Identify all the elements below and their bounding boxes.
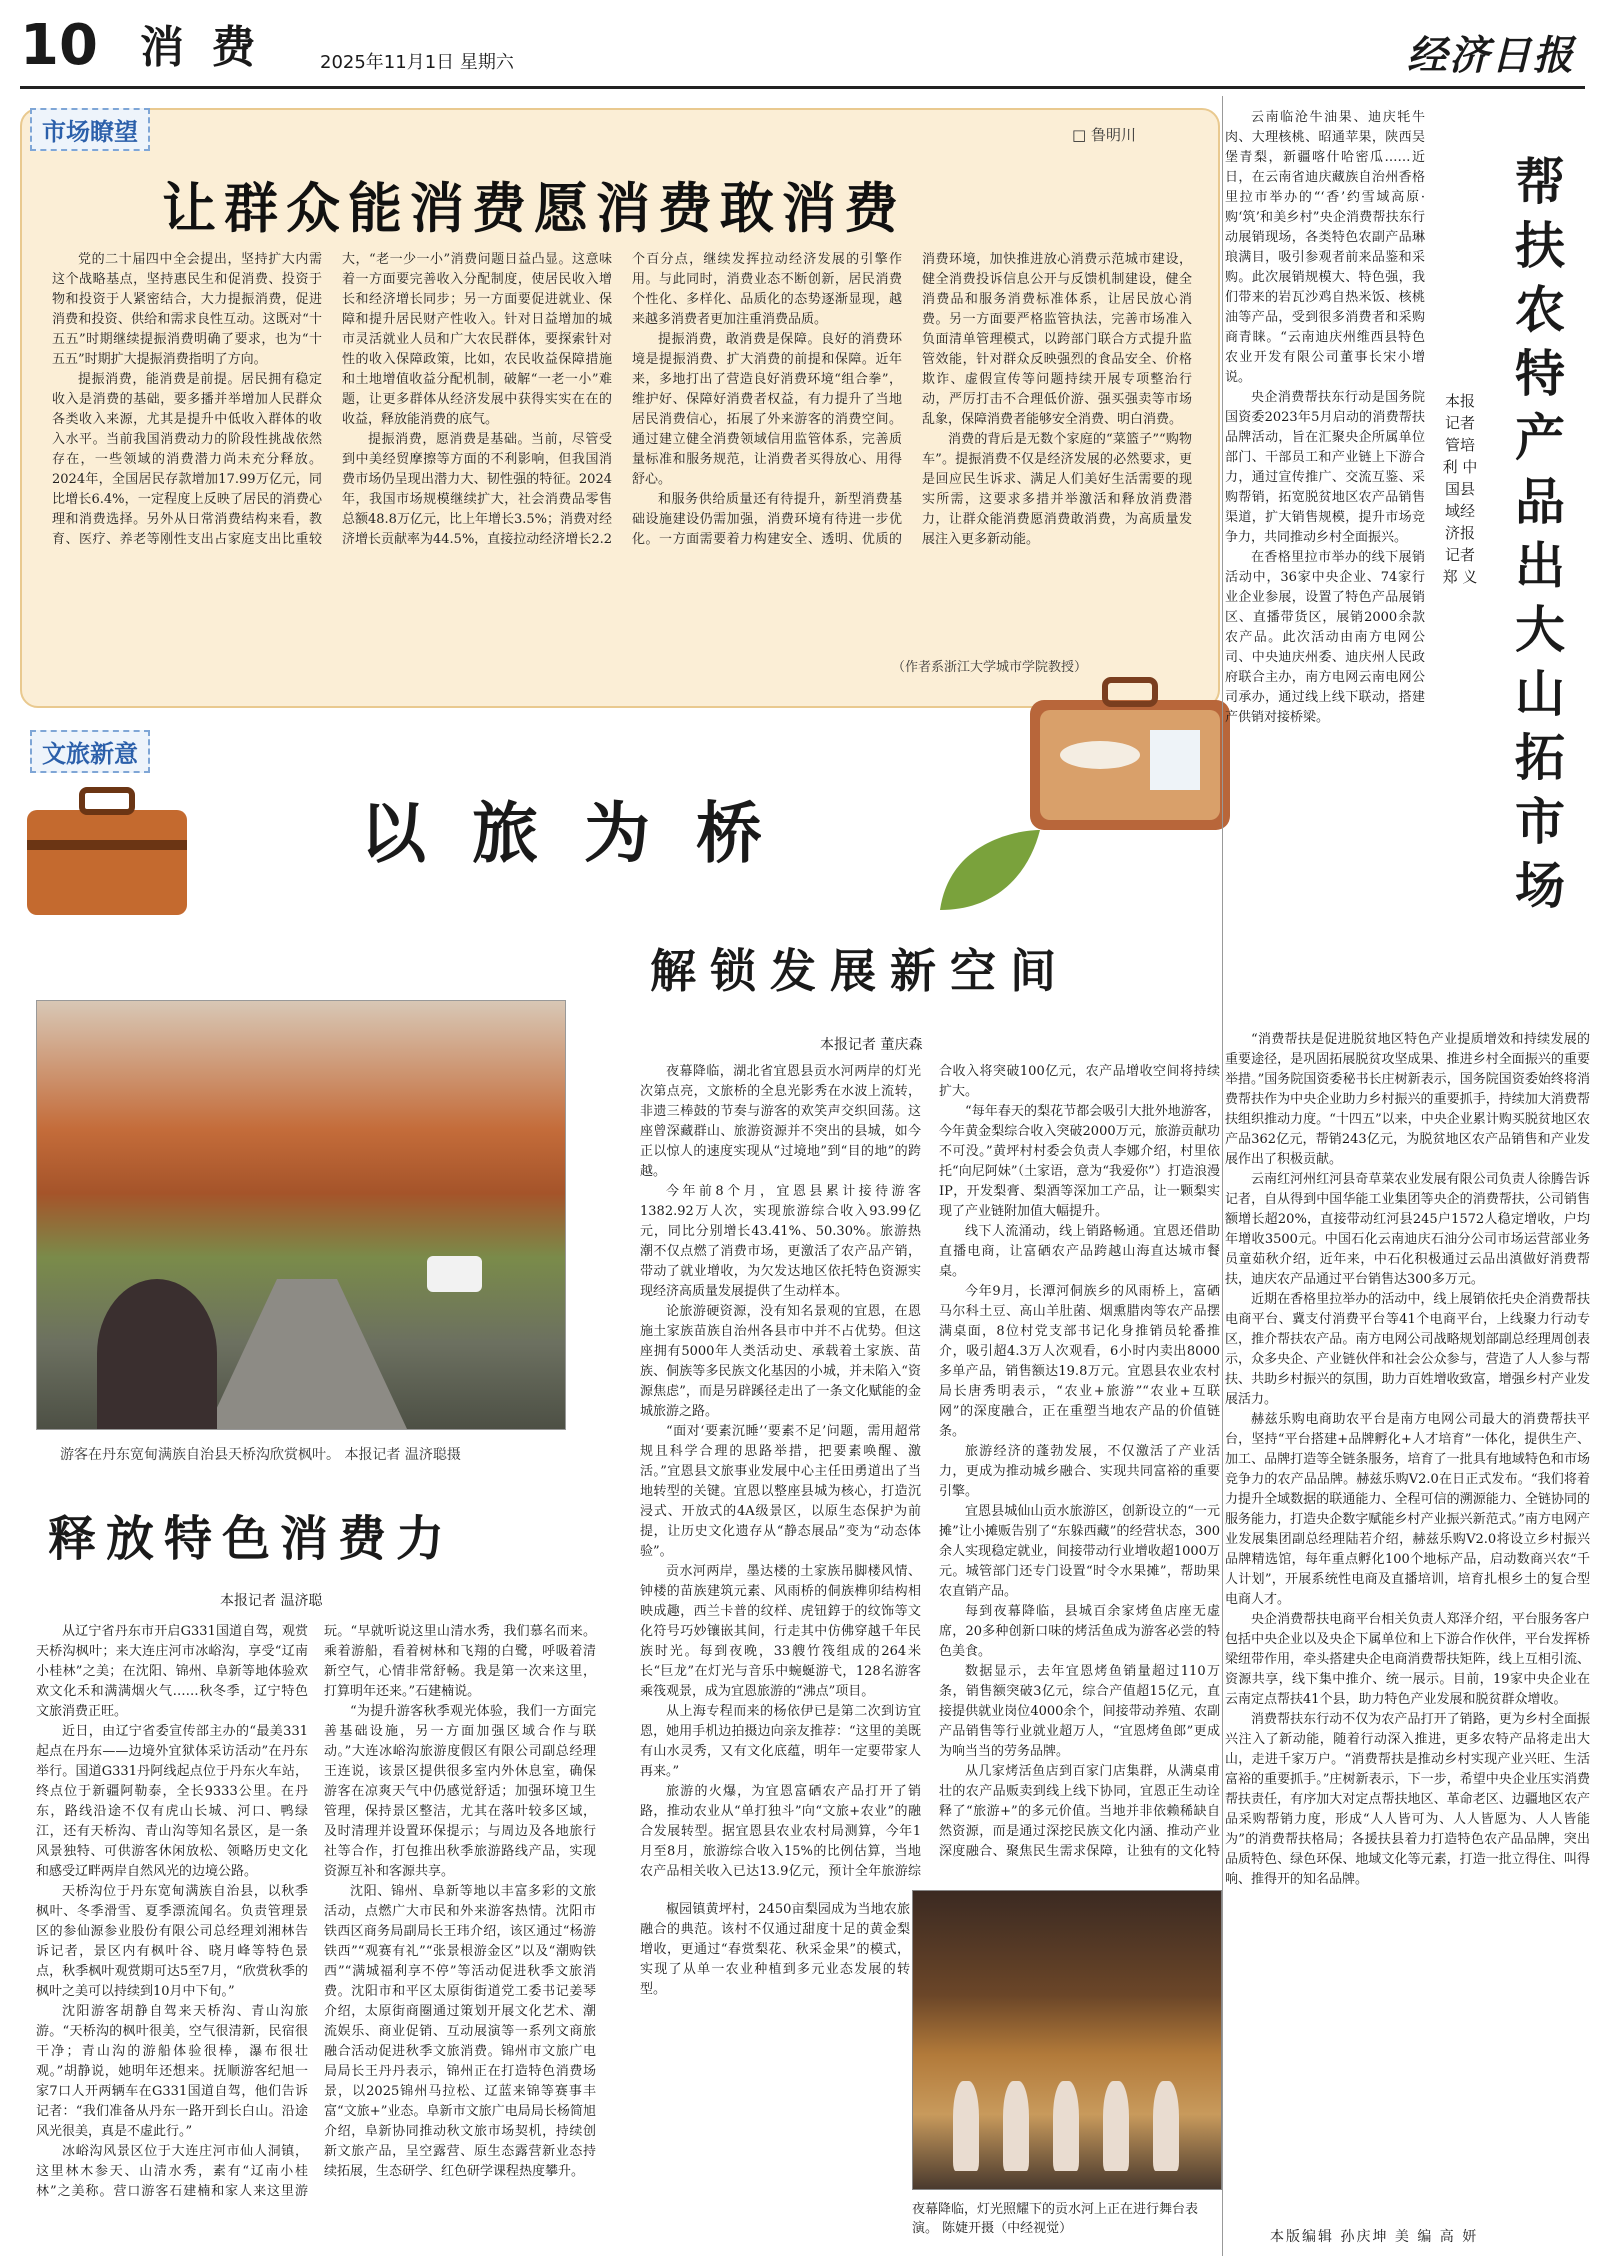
travel-article-continued <box>640 1900 910 2200</box>
paragraph: 近期在香格里拉举办的活动中，线上展销依托央企消费帮扶电商平台、冀支付消费平台等41个电商平台，上线聚力行动专区，推介帮扶农产品。南方电网公司战略规划部副总经理周创表示，众多央企、产业链伙伴和社会公众参与，营造了人人参与帮扶、共助乡村振兴的氛围，助力百姓增收致富，增强乡村产业发展活力。 <box>1225 1292 1590 1407</box>
paragraph: 今年前8个月，宜恩县累计接待游客1382.92万人次，实现旅游综合收入93.99亿元，同比分别增长43.41%、50.30%。旅游热潮不仅点燃了消费市场，更激活了农产品产销，带动了就业增收，为欠发达地区依托特色资源实现经济高质量发展提供了生动样本。 <box>640 1184 921 1299</box>
section-title: 消 费 <box>140 22 262 73</box>
paragraph: “为提升游客秋季观光体验，我们一方面完善基础设施，另一方面加强区域合作与联动。”大连冰峪沟旅游度假区有限公司副总经理王连说，该景区提供很多室内外休息室，确保游客在凉爽天气中仍感觉舒适；加强环境卫生管理，保持景区整洁，尤其在落叶较多区域，及时清理并设置环保提示；与周边及各地旅行社等合作，打包推出秋季旅游路线产品，实现资源互补和客源共享。 <box>324 1704 596 1879</box>
masthead <box>20 14 1585 94</box>
help-article-bottom <box>1225 1030 1590 2200</box>
newspaper-logo: 经济日报 <box>1407 32 1575 79</box>
suitcase-illustration <box>22 780 192 920</box>
market-article-body <box>52 250 1192 680</box>
market-commentary-box <box>20 108 1220 708</box>
paragraph: “面对‘要素沉睡’‘要素不足’问题，需用超常规且科学合理的思路举措，把要素唤醒、激活。”宜恩县文旅事业发展中心主任田勇道出了当地转型的关键。宜恩以整座县城为核心，打造沉浸式、开放式的4A级景区，以原生态保护为前提，让历史文化遗存从“静态展品”变为“动态体验”。 <box>640 1424 921 1559</box>
paragraph: 今年9月，长潭河侗族乡的风雨桥上，富硒马尔科土豆、高山羊肚菌、烟熏腊肉等农产品摆满桌面，8位村党支部书记化身推销员轮番推介，吸引超4.3万人次观看，6小时内卖出8000多单产品，销售额达19.8万元。宜恩县农业农村局长唐秀明表示，“农业+旅游”“农业+互联网”的深度融合，正在重塑当地农产品的价值链条。 <box>939 1284 1220 1439</box>
feature-byline: 本报记者 温济聪 <box>220 1593 323 1609</box>
help-byline: 本报记者 管培利 中国县域经济报记者 郑 义 <box>1442 392 1478 586</box>
paragraph: 近日，由辽宁省委宣传部主办的“最美331起点在丹东——边境外宜狱体采访活动”在丹东举行。国道G331丹阿线起点位于丹东火车站，终点位于新疆阿勒泰，全长9333公里。在丹东，路线沿途不仅有虎山长城、河口、鸭绿江，还有天桥沟、青山沟等知名景区，是一条风景独特、可供游客休闲放松、领略历史文化和感受辽畔两岸自然风光的边境公路。 <box>36 1724 308 1879</box>
dancer-figure <box>1003 2081 1029 2171</box>
paragraph: 每到夜幕降临，县城百余家烤鱼店座无虚席，20多种创新口味的烤活鱼成为游客必尝的特色美食。 <box>939 1604 1220 1659</box>
travel-subheadline: 解锁发展新空间 <box>650 944 1070 998</box>
feature-article-body <box>36 1622 596 2252</box>
dancer-figure <box>1103 2081 1129 2171</box>
market-headline: 让群众能消费愿消费敢消费 <box>162 177 906 240</box>
feature-headline: 释放特色消费力 <box>48 1511 455 1567</box>
column-divider <box>1222 96 1223 2256</box>
paragraph: 宜恩县城仙山贡水旅游区，创新设立的“一元摊”让小摊贩告别了“东躲西藏”的经营状态，300余人实现稳定就业，间接带动行业增收超1000万元。城管部门还专门设置“时令水果摊”，帮助果农直销产品。 <box>939 1504 1220 1599</box>
paragraph: 贡水河两岸，墨达楼的土家族吊脚楼风情、钟楼的苗族建筑元素、风雨桥的侗族榫卯结构相映成趣，西兰卡普的纹样、虎钮錞于的纹饰等文化符号巧妙镶嵌其间，行走其中仿佛穿越千年民族时光。每到夜晚，33艘竹筏组成的264米长“巨龙”在灯光与音乐中蜿蜒游弋，128名游客乘筏观景，成为宜恩旅游的“沸点”项目。 <box>640 1564 921 1699</box>
paragraph: 线下人流涌动，线上销路畅通。宜恩还借助直播电商，让富硒农产品跨越山海直达城市餐桌。 <box>939 1224 1220 1279</box>
car-shape <box>427 1256 482 1292</box>
paragraph: 消费帮扶东行动不仅为农产品打开了销路，更为乡村全面振兴注入了新动能，随着行动深入推进，更多农特产品将走出大山，走进千家万户。“消费帮扶是推动乡村实现产业兴旺、生活富裕的重要抓手。”庄树新表示，下一步，希望中央企业压实消费帮扶责任，有序加大对定点帮扶地区、革命老区、边疆地区农产品采购帮销力度，形成“人人皆可为、人人皆愿为、人人皆能为”的消费帮扶格局；各援扶县着力打造特色农产品品牌，突出品质特色、绿色环保、地域文化等元素，打造一批立得住、叫得响、推得开的知名品牌。 <box>1225 1712 1590 1887</box>
dancer-figure <box>1053 2081 1079 2171</box>
paragraph: 夜幕降临，湖北省宜恩县贡水河两岸的灯光次第点亮，文旅桥的全息光影秀在水波上流转，非遗三棒鼓的节奏与游客的欢笑声交织回荡。这座曾深藏群山、旅游资源并不突出的县城，如今正以惊人的速度实现从“过境地”到“目的地”的跨越。 <box>640 1064 921 1179</box>
paragraph: 在香格里拉市举办的线下展销活动中，36家中央企业、74家行业企业参展，设置了特色产品展销区、直播带货区，展销2000余款农产品。此次活动由南方电网公司、中央迪庆州委、迪庆州人民政府联合主办，南方电网云南电网公司承办，通过线上线下联动，搭建产供销对接桥梁。 <box>1225 550 1425 725</box>
paragraph: “每年春天的梨花节都会吸引大批外地游客，今年黄金梨综合收入突破2000万元，旅游贡献功不可没。”黄坪村村委会负责人李娜介绍，村里依托“向尼阿妹”（土家语，意为“我爱你”）打造浪漫IP，开发梨膏、梨酒等深加工产品，让一颗梨实现了产业链附加值大幅提升。 <box>939 1104 1220 1219</box>
section-tag-market: 市场瞭望 <box>30 108 150 151</box>
road-shape <box>207 1279 407 1429</box>
paragraph: 提振消费，能消费是前提。居民拥有稳定收入是消费的基础，要多播并举增加人民群众各类收入来源，尤其是提升中低收入群体的收入水平。当前我国消费动力的阶段性挑战依然存在，一些领域的消费潜力尚未充分释放。2024年，全国居民存款增加17.99万亿元，同比增长6.4%，一定程度上反映了居民的消费心理和消费选择。另外从日常消费结构来看，教育、医疗、养老等刚性支出占家庭支出比重较大，“老一少一小”消费问题日益凸显。这意味着一方面要完善收入分配制度，使居民收入增长和经济增长同步；另一方面要促进就业、保障和提升居民财产性收入。针对日益增加的城市灵活就业人员和广大农民群体，要探索针对性的收入保障政策，比如，农民收益保障措施和土地增值收益分配机制，破解“一老一小”难题，让更多群体从经济发展中获得实实在在的收益，释放能消费的底气。 <box>52 252 612 547</box>
photo-caption: 夜幕降临，灯光照耀下的贡水河上正在进行舞台表演。 陈婕开摄（中经视觉） <box>912 2202 1199 2236</box>
leaf-illustration <box>930 820 1050 920</box>
page-number: 10 <box>20 13 98 78</box>
dancer-figure <box>953 2081 979 2171</box>
paragraph: 赫兹乐购电商助农平台是南方电网公司最大的消费帮扶平台，坚持“平台搭建+品牌孵化+人才培育”一体化，提供生产、加工、品牌打造等全链条服务，培育了一批具有地域特色和市场竞争力的农产品品牌。赫兹乐购V2.0在日正式发布。“我们将着力提升全域数据的联通能力、全程可信的溯源能力、全链协同的服务能力，打造央企数字赋能乡村产业振兴新范式。”南方电网产业发展集团副总经理陆若介绍，赫兹乐购V2.0将设立乡村振兴品牌精选馆，每年重点孵化100个地标产品，启动数商兴农“千人计划”，开展系统性电商及直播培训，培育扎根乡土的复合型电商人才。 <box>1225 1412 1590 1607</box>
paragraph: 消费的背后是无数个家庭的“菜篮子”“购物车”。提振消费不仅是经济发展的必然要求，更是回应民生诉求、满足人们美好生活需要的现实所需，这要求多措并举激活和释放消费潜力，让群众能消费愿消费敢消费，为高质量发展注入更多新动能。 <box>922 432 1192 547</box>
author-note: （作者系浙江大学城市学院教授） <box>892 660 1088 675</box>
paragraph: 党的二十届四中全会提出，坚持扩大内需这个战略基点，坚持惠民生和促消费、投资于物和投资于人紧密结合，大力提振消费，促进消费和投资、供给和需求良性互动。这既对“十五五”时期继续提振消费明确了要求，也为“十五五”时期扩大提振消费指明了方向。 <box>52 252 322 367</box>
photographer-figure <box>97 1279 217 1429</box>
photo-caption: 游客在丹东宽甸满族自治县天桥沟欣赏枫叶。 本报记者 温济聪摄 <box>60 1447 461 1463</box>
paragraph: 沈阳游客胡静自驾来天桥沟、青山沟旅游。“天桥沟的枫叶很美，空气很清新，民宿很干净；青山沟的游船体验很棒，瀑布很壮观。”胡静说，她明年还想来。抚顺游客纪旭一家7口人开两辆车在G331国道自驾，他们告诉记者：“我们准备从丹东一路开到长白山。沿途风光很美，真是不虚此行。” <box>36 2004 308 2139</box>
paragraph: 提振消费，敢消费是保障。良好的消费环境是提振消费、扩大消费的前提和保障。近年来，多地打出了营造良好消费环境“组合拳”，维护好、保障好消费者权益，有力提升了当地居民消费信心，拓展了外来游客的消费空间。通过建立健全消费领域信用监管体系，完善质量标准和服务规范，让消费者买得放心、用得舒心。 <box>632 332 902 487</box>
paragraph: 冰峪沟风景区位于大连庄河市仙人洞镇，这里林木参天、山清水秀，素有“辽南小桂林”之美称。营口游客石建楠和家人来这里游玩。“早就听说这里山清水秀，我们慕名而来。乘着游船，看着树林和飞翔的白鹭，呼吸着清新空气，心情非常舒畅。我是第一次来这里，打算明年还来。”石建楠说。 <box>36 1624 596 2199</box>
market-byline: □ 鲁明川 <box>1072 126 1136 144</box>
paragraph: 论旅游硬资源，没有知名景观的宜恩，在恩施土家族苗族自治州各县市中并不占优势。但这座拥有5000年人类活动史、承载着土家族、苗族、侗族等多民族文化基因的小城，并未陷入“资源焦虑”，而是另辟蹊径走出了一条文化赋能的金城旅游之路。 <box>640 1304 921 1419</box>
night-performance-photo <box>912 1890 1222 2190</box>
issue-date: 2025年11月1日 星期六 <box>320 52 514 73</box>
suitcase-illustration <box>1020 660 1240 840</box>
paragraph: 云南临沧牛油果、迪庆牦牛肉、大理核桃、昭通苹果，陕西吴堡青梨，新疆喀什哈密瓜……近日，在云南省迪庆藏族自治州香格里拉市举办的“‘香’约雪域高原·购‘筑’和美乡村”央企消费帮扶东行动展销现场，各类特色农副产品琳琅满目，吸引参观者前来品鉴和采购。此次展销规模大、特色强，我们带来的岩瓦沙鸡自热米饭、核桃油等产品，受到很多消费者和采购商青睐。“云南迪庆州维西县特色农业开发有限公司董事长宋小增说。 <box>1225 110 1425 385</box>
paragraph: 提振消费，愿消费是基础。当前，尽管受到中美经贸摩擦等方面的不利影响，但我国消费市场仍呈现出潜力大、韧性强的特征。2024年，我国市场规模继续扩大，社会消费品零售总额48.8万亿元，比上年增长3.5%；消费对经济增长贡献率为44.5%，直接拉动经济增长2.2个百分点，继续发挥拉动经济发展的引擎作用。与此同时，消费业态不断创新，居民消费个性化、多样化、品质化的态势逐渐显现，越来越多消费者更加注重消费品质。 <box>342 252 902 547</box>
section-tag-travel: 文旅新意 <box>30 730 150 773</box>
paragraph: 和服务供给质量还有待提升，新型消费基础设施建设仍需加强，消费环境有待进一步优化。一方面需要着力构建安全、透明、优质的消费环境，加快推进放心消费示范城市建设，健全消费投诉信息公开与反馈机制建设，健全消费品和服务消费标准体系，让居民放心消费。另一方面要严格监管执法，完善市场准入负面清单管理模式，以跨部门联合方式提升监管效能，针对群众反映强烈的食品安全、价格欺诈、虚假宣传等问题持续开展专项整治行动，严厉打击不合理低价游、强买强卖等市场乱象，保障消费者能够安全消费、明白消费。 <box>632 252 1192 547</box>
help-headline: 帮扶农特产品出大山拓市场 <box>1515 153 1565 915</box>
travel-article-body <box>640 1062 1220 1892</box>
paragraph: 椒园镇黄坪村，2450亩梨园成为当地农旅融合的典范。该村不仅通过甜度十足的黄金梨增收，更通过“春赏梨花、秋采金果”的模式，实现了从单一农业种植到多元业态发展的转型。 <box>640 1902 910 1997</box>
travel-byline: 本报记者 董庆森 <box>820 1037 923 1053</box>
paragraph: 旅游的火爆，为宜恩富硒农产品打开了销路，推动农业从“单打独斗”向“文旅+农业”的融合发展转型。据宜恩县农业农村局测算，今年1月至8月，旅游综合收入15%的比例估算，当地农产品相关收入已达13.9亿元，预计全年旅游综合收入将突破100亿元，农产品增收空间将持续扩大。 <box>640 1064 1220 1879</box>
paragraph: 旅游经济的蓬勃发展，不仅激活了产业活力，更成为推动城乡融合、实现共同富裕的重要引擎。 <box>939 1444 1220 1499</box>
paragraph: 从辽宁省丹东市开启G331国道自驾，观赏天桥沟枫叶；来大连庄河市冰峪沟，享受“辽南小桂林”之美；在沈阳、锦州、阜新等地体验欢欢文化禾和满满烟火气……秋冬季，辽宁特色文旅消费正旺。 <box>36 1624 308 1719</box>
help-article-top <box>1225 108 1425 1028</box>
masthead-rule <box>20 86 1585 89</box>
editor-credits: 本版编辑 孙庆坤 美 编 高 妍 <box>1270 2229 1479 2245</box>
paragraph: 从几家烤活鱼店到百家门店集群，从满桌甫壮的农产品贩卖到线上线下协同，宜恩正生动诠释了“旅游+”的多元价值。当地并非依赖稀缺自然资源，而是通过深挖民族文化内涵、推动产业深度融合、聚焦民生需求保障，让独有的文化特 <box>939 1764 1220 1859</box>
paragraph: 央企消费帮扶电商平台相关负责人郑泽介绍，平台服务客户包括中央企业以及央企下属单位和上下游合作伙伴，平台发挥桥梁纽带作用，牵头搭建央企电商消费帮扶矩阵，线上互相引流、资源共享，线下集中推介、统一展示。目前，19家中央企业在云南定点帮扶41个县，助力特色产业发展和脱贫群众增收。 <box>1225 1612 1590 1707</box>
paragraph: “消费帮扶是促进脱贫地区特色产业提质增效和持续发展的重要途径，是巩固拓展脱贫攻坚成果、推进乡村全面振兴的重要举措。”国务院国资委秘书长庄树新表示，国务院国资委始终将消费帮扶作为中央企业助力乡村振兴的重要抓手，持续加大消费帮扶组织推动力度。“十四五”以来，中央企业累计购买脱贫地区农产品362亿元，帮销243亿元，为脱贫地区农产品销售和产业发展作出了积极贡献。 <box>1225 1032 1590 1167</box>
paragraph: 央企消费帮扶东行动是国务院国资委2023年5月启动的消费帮扶品牌活动，旨在汇聚央企所属单位部门、干部员工和产业链上下游合力，通过宣传推广、交流互鉴、采购帮销，拓宽脱贫地区农产品销售渠道，扩大销售规模，提升市场竞争力，共同推动乡村全面振兴。 <box>1225 390 1425 545</box>
dancer-figure <box>1153 2081 1179 2171</box>
paragraph: 数据显示，去年宜恩烤鱼销量超过110万条，销售额突破3亿元，综合产值超15亿元，直接提供就业岗位4000余个，间接带动养殖、农副产品销售等行业就业超万人，“宜恩烤鱼郎”更成为响当当的劳务品牌。 <box>939 1664 1220 1759</box>
paragraph: 云南红河州红河县奇草菜农业发展有限公司负责人徐腾告诉记者，自从得到中国华能工业集团等央企的消费帮扶，公司销售额增长超20%，直接带动红河县245户1572人稳定增收，户均年增收3500元。中国石化云南迪庆石油分公司市场运营部业务员童茹秋介绍，近年来，中石化积极通过云品出滇做好消费帮扶，迪庆农产品通过平台销售达300多万元。 <box>1225 1172 1590 1287</box>
paragraph: 从上海专程而来的杨依伊已是第二次到访宜恩，她用手机边拍摄边向亲友推荐：“这里的美既有山水灵秀，又有文化底蕴，明年一定要带家人再来。” <box>640 1704 921 1779</box>
paragraph: 天桥沟位于丹东宽甸满族自治县，以秋季枫叶、冬季滑雪、夏季漂流闻名。负责管理景区的参仙源参业股份有限公司总经理刘湘林告诉记者，景区内有枫叶谷、晓月峰等特色景点，秋季枫叶观赏期可达5至7月，“欣赏秋季的枫叶之美可以持续到10月中下旬。” <box>36 1884 308 1999</box>
maple-forest-photo <box>36 1000 566 1430</box>
travel-headline: 以旅为桥 <box>360 795 808 872</box>
paragraph: 沈阳、锦州、阜新等地以丰富多彩的文旅活动，点燃广大市民和外来游客热情。沈阳市铁西区商务局副局长王玮介绍，该区通过“杨游铁西”“观赛有礼”“张景根游金区”以及“潮购铁西”“满城福利享不停”等活动促进秋季文旅消费。沈阳市和平区太原街街道党工委书记姜琴介绍，太原街商圈通过策划开展文化艺术、潮流娱乐、商业促销、互动展演等一系列文商旅融合活动促进秋季文旅消费。锦州市文旅广电局局长王丹丹表示，锦州正在打造特色消费场景，以2025锦州马拉松、辽蓝来锦等赛事丰富“文旅+”业态。阜新市文旅广电局局长杨简旭介绍，阜新协同推动秋文旅市场契机，持续创新文旅产品，呈空露营、原生态露营新业态持续拓展，生态研学、红色研学课程热度攀升。 <box>324 1884 596 2179</box>
